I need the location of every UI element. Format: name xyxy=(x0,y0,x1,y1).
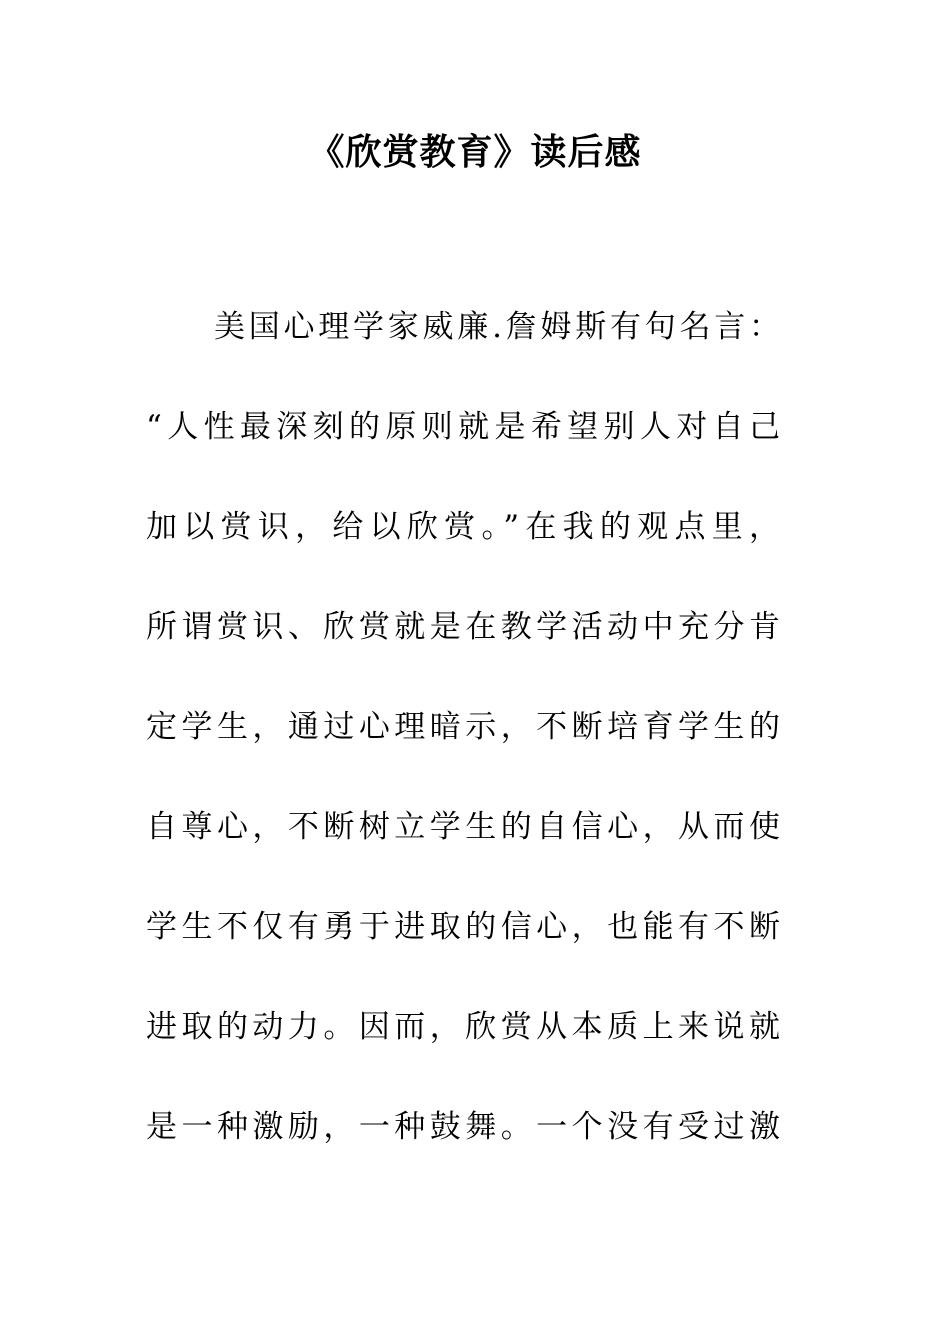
body-paragraph xyxy=(146,300,780,1200)
paragraph-line: 美国心理学家威廉.詹姆斯有句名言： xyxy=(214,309,780,345)
paragraph-line: 进取的动力。因而，欣赏从本质上来说就 xyxy=(146,1009,780,1045)
paragraph-line: 加以赏识，给以欣赏。”在我的观点里， xyxy=(146,509,780,545)
paragraph-line: 是一种激励，一种鼓舞。一个没有受过激 xyxy=(146,1109,780,1145)
paragraph-line: 学生不仅有勇于进取的信心，也能有不断 xyxy=(146,909,780,945)
paragraph-line: 自尊心，不断树立学生的自信心，从而使 xyxy=(146,809,780,845)
document-title: 《欣赏教育》读后感 xyxy=(308,132,642,173)
paragraph-line: 所谓赏识、欣赏就是在教学活动中充分肯 xyxy=(146,609,780,645)
paragraph-line: 定学生，通过心理暗示，不断培育学生的 xyxy=(146,709,780,745)
paragraph-line: “人性最深刻的原则就是希望别人对自己 xyxy=(146,409,780,445)
